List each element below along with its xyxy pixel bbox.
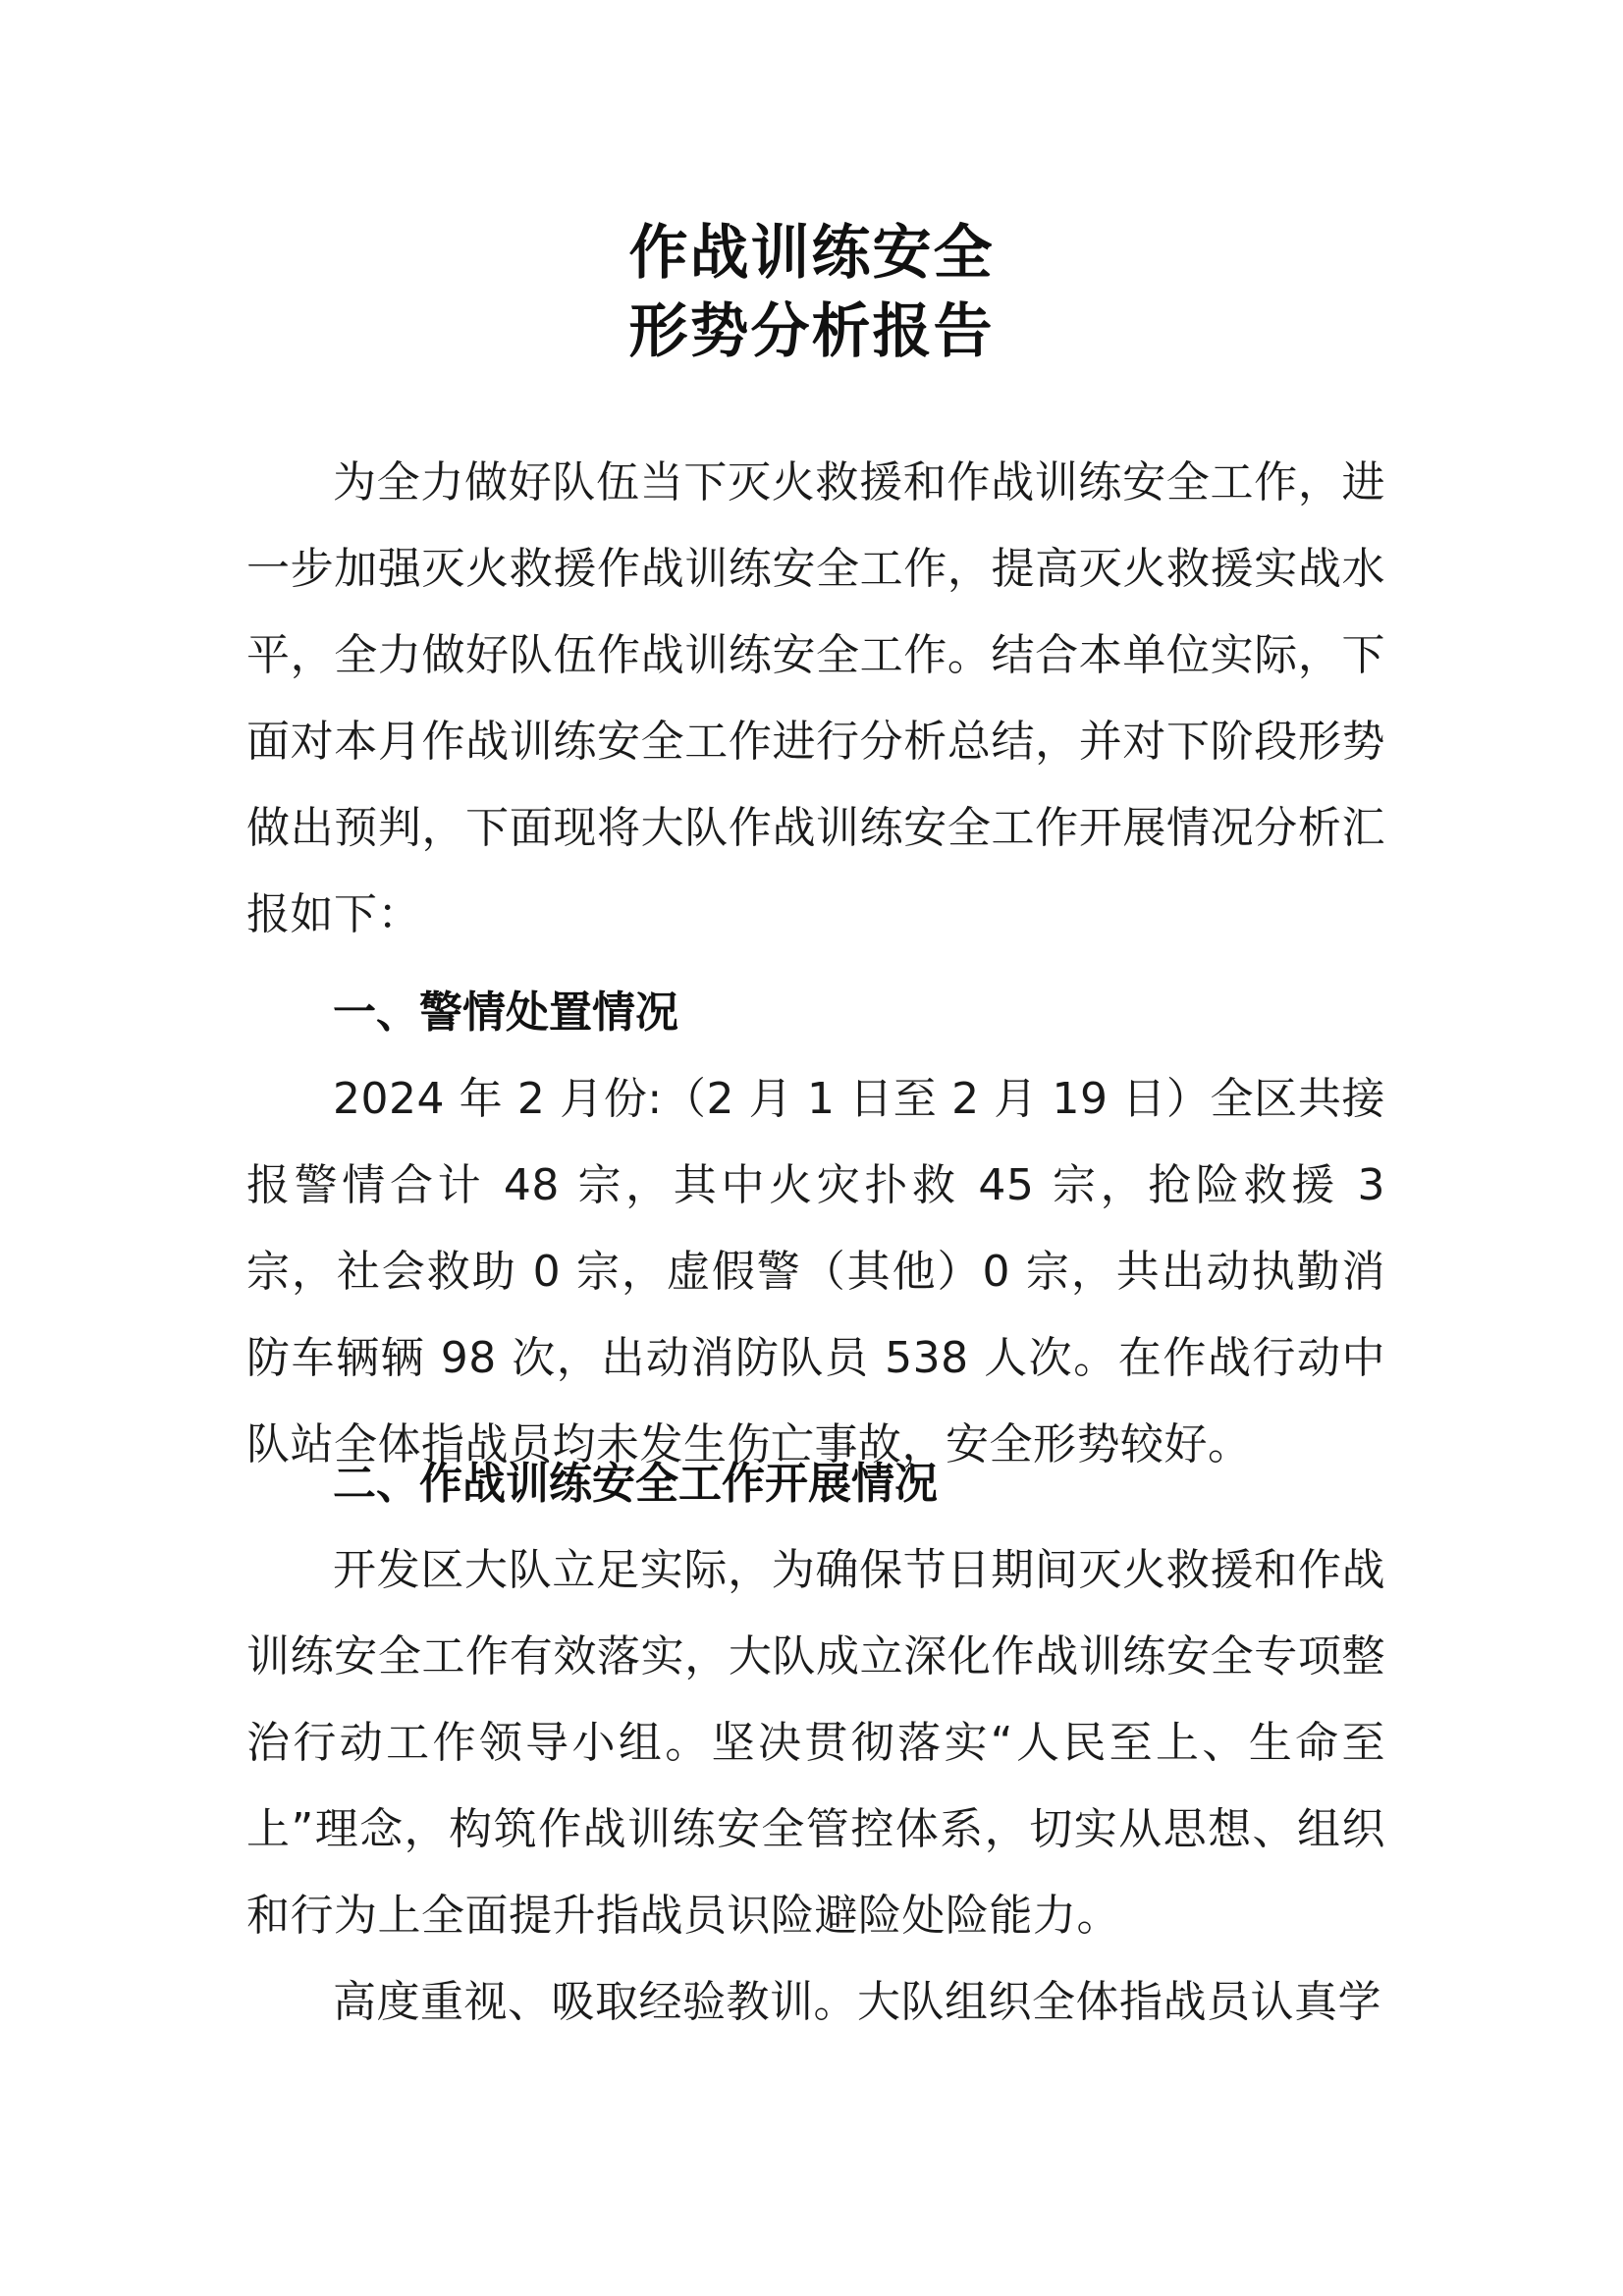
- document-title-line2: 形势分析报告: [628, 297, 995, 366]
- section2-heading: 二、作战训练安全工作开展情况: [333, 1459, 938, 1509]
- section1-paragraph: 2024 年 2 月份:（2 月 1 日至 2 月 19 日）全区共接报警情合计 48 宗，其中火灾扑救 45 宗，抢险救援 3 宗，社会救助 0 宗，虚假警（其他）0 宗，共出动执勤消防车辆辆 98 次，出动消防队员 538 人次。在作战行动中队站全体指战员均未发生伤亡事故，安全形势较好。: [246, 1074, 1385, 1469]
- section2-paragraph1: 开发区大队立足实际，为确保节日期间灭火救援和作战训练安全工作有效落实，大队成立深化作战训练安全专项整治行动工作领导小组。坚决贯彻落实“人民至上、生命至上”理念，构筑作战训练安全管控体系，切实从思想、组织和行为上全面提升指战员识险避险处险能力。: [246, 1545, 1385, 1941]
- document-title-line1: 作战训练安全: [628, 219, 995, 288]
- intro-paragraph: 为全力做好队伍当下灭火救援和作战训练安全工作，进一步加强灭火救援作战训练安全工作，提高灭火救援实战水平，全力做好队伍作战训练安全工作。结合本单位实际，下面对本月作战训练安全工作进行分析总结，并对下阶段形势做出预判，下面现将大队作战训练安全工作开展情况分析汇报如下：: [246, 457, 1385, 939]
- section2-paragraph2: 高度重视、吸取经验教训。大队组织全体指战员认真学: [333, 1977, 1381, 2027]
- section1-heading: 一、警情处置情况: [333, 988, 678, 1038]
